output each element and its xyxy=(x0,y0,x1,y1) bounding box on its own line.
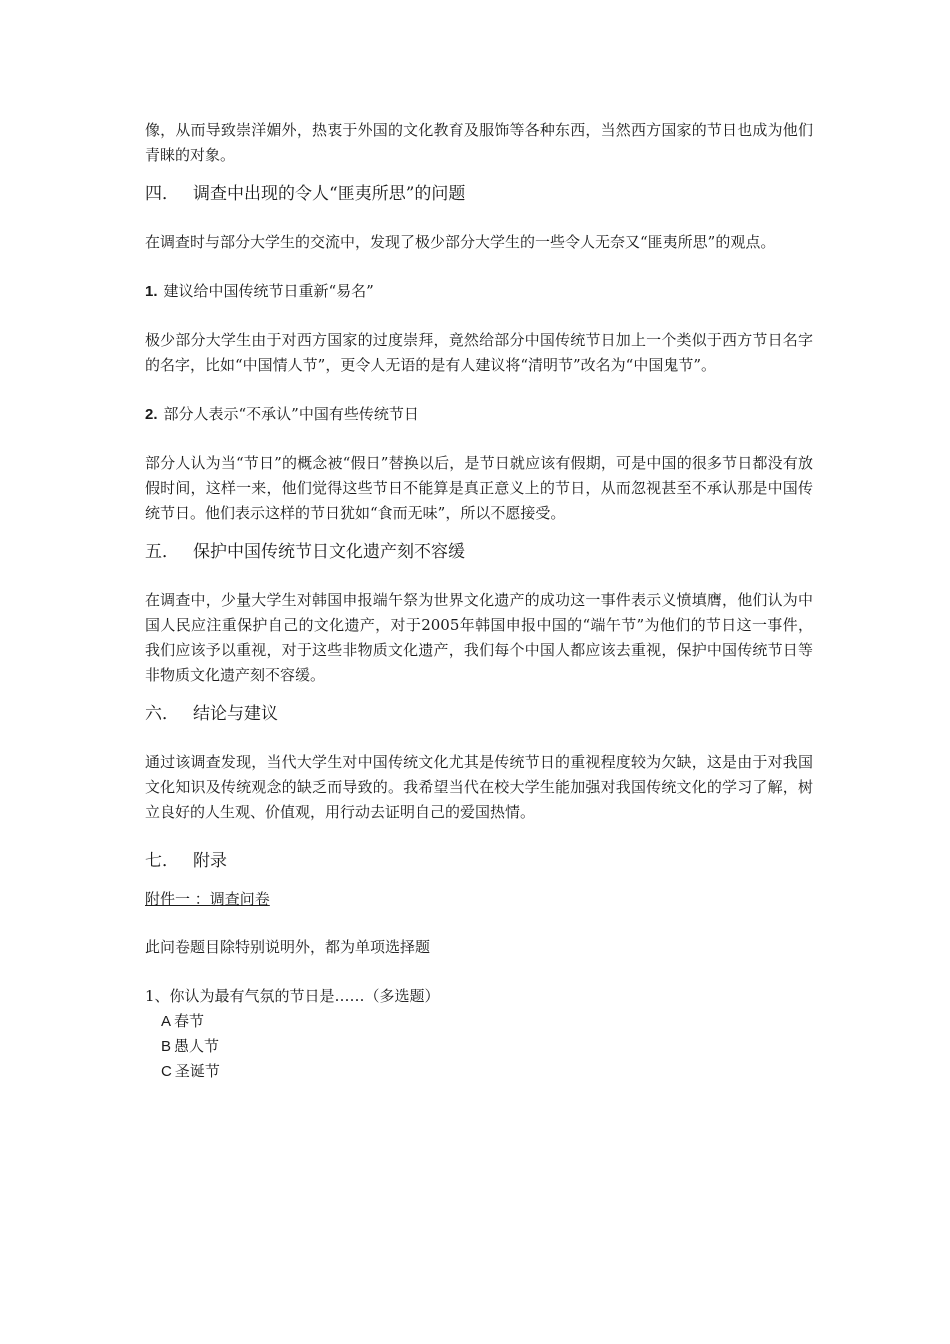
section-number: 四． xyxy=(145,184,179,204)
appendix-title: 附件一 ：调查问卷 xyxy=(145,890,270,908)
option-letter: C xyxy=(161,1063,172,1080)
paragraph-sub-1: 极少部分大学生由于对西方国家的过度崇拜，竟然给部分中国传统节日加上一个类似于西方节日名字的名字，比如“中国情人节”，更令人无语的是有人建议将“清明节”改名为“中国鬼节”。 xyxy=(145,331,813,374)
paragraph-intro: 像，从而导致崇洋媚外，热衷于外国的文化教育及服饰等各种东西，当然西方国家的节日也成为他们青睐的对象。 xyxy=(145,121,813,164)
section-number: 七． xyxy=(145,851,179,871)
option-text: 愚人节 xyxy=(174,1037,220,1055)
option-letter: A xyxy=(161,1013,172,1030)
appendix-note: 此问卷题目除特别说明外，都为单项选择题 xyxy=(145,938,431,956)
section-title: 结论与建议 xyxy=(193,704,278,724)
section-heading-4 xyxy=(145,182,813,206)
subheading-number: 2. xyxy=(145,406,158,423)
option-text: 圣诞节 xyxy=(174,1062,220,1080)
option-b xyxy=(161,1034,813,1059)
section-heading-7 xyxy=(145,849,813,873)
document-page xyxy=(145,118,813,1084)
paragraph-section-6: 通过该调查发现，当代大学生对中国传统文化尤其是传统节日的重视程度较为欠缺，这是由于对我国文化知识及传统观念的缺乏而导致的。我希望当代在校大学生能加强对我国传统文化的学习了解，树立良好的人生观、价值观，用行动去证明自己的爱国热情。 xyxy=(145,753,813,821)
option-letter: B xyxy=(161,1038,172,1055)
section-number: 五． xyxy=(145,542,179,562)
section-heading-5 xyxy=(145,540,813,564)
section-title: 附录 xyxy=(193,851,227,871)
option-a xyxy=(161,1009,813,1034)
section-heading-6 xyxy=(145,702,813,726)
paragraph-section-5: 在调查中，少量大学生对韩国申报端午祭为世界文化遗产的成功这一事件表示义愤填膺，他们认为中国人民应注重保护自己的文化遗产，对于2005年韩国申报中国的“端午节”为他们的节日这一事件，我们应该予以重视，对于这些非物质文化遗产，我们每个中国人都应该去重视，保护中国传统节日等非物质文化遗产刻不容缓。 xyxy=(145,591,813,684)
option-c xyxy=(161,1059,813,1084)
subheading-title: 部分人表示“不承认”中国有些传统节日 xyxy=(163,405,419,423)
subheading-1 xyxy=(145,279,813,304)
paragraph-section-4: 在调查时与部分大学生的交流中，发现了极少部分大学生的一些令人无奈又“匪夷所思”的观点。 xyxy=(145,233,776,251)
question-1: 1、你认为最有气氛的节日是……（多选题） xyxy=(145,987,440,1005)
section-title: 保护中国传统节日文化遗产刻不容缓 xyxy=(193,542,465,562)
paragraph-sub-2: 部分人认为当“节日”的概念被“假日”替换以后，是节日就应该有假期，可是中国的很多节日都没有放假时间，这样一来，他们觉得这些节日不能算是真正意义上的节日，从而忽视甚至不承认那是中国传统节日。他们表示这样的节日犹如“食而无味”，所以不愿接受。 xyxy=(145,454,813,522)
subheading-number: 1. xyxy=(145,283,158,300)
subheading-title: 建议给中国传统节日重新“易名” xyxy=(163,282,374,300)
subheading-2 xyxy=(145,402,813,427)
section-number: 六． xyxy=(145,704,179,724)
section-title: 调查中出现的令人“匪夷所思”的问题 xyxy=(193,184,466,204)
option-text: 春节 xyxy=(174,1012,205,1030)
